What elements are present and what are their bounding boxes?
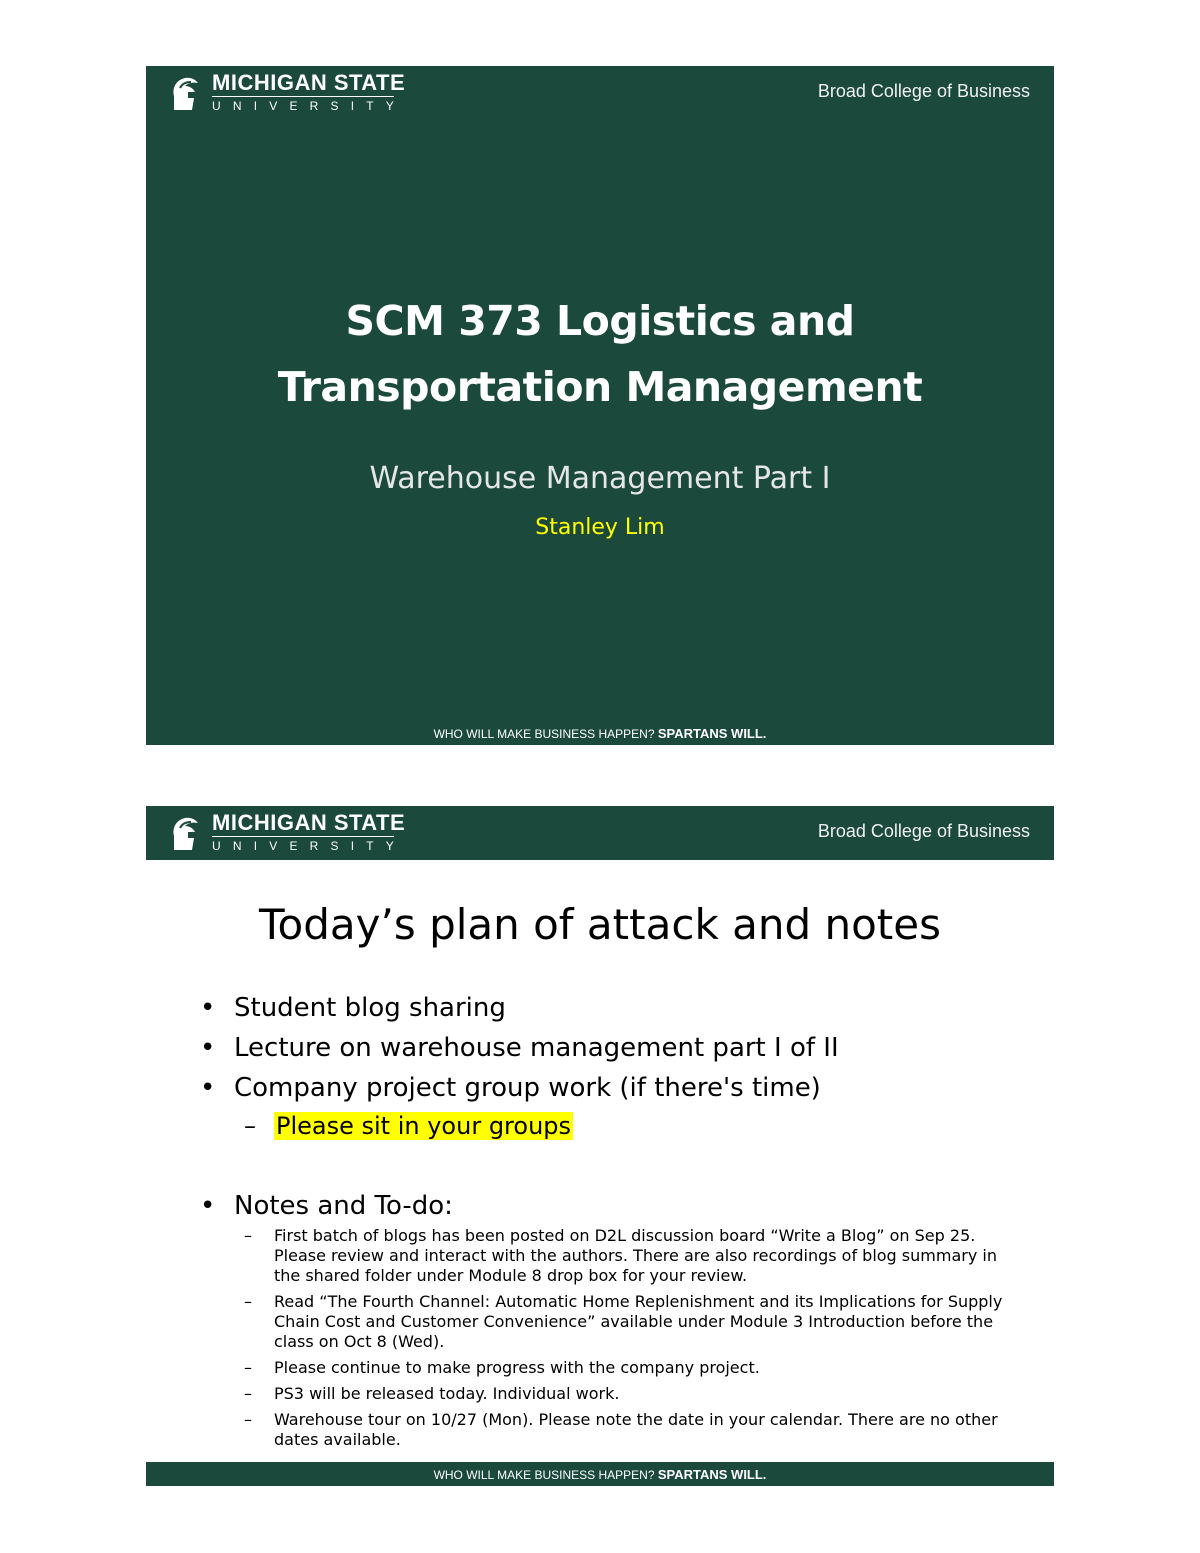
list-item <box>244 1410 1024 1450</box>
tagline-question: WHO WILL MAKE BUSINESS HAPPEN? <box>433 1468 655 1482</box>
slide-header-bar <box>146 806 1054 860</box>
notes-heading-text: Notes and To-do: <box>234 1191 453 1221</box>
highlighted-text: Please sit in your groups <box>276 1112 572 1140</box>
slide-subtitle: Warehouse Management Part I <box>369 461 831 496</box>
bullet-icon: • <box>200 1073 216 1103</box>
slide-footer-bar <box>146 1462 1054 1486</box>
msu-logo <box>166 812 406 853</box>
plan-item-text: Student blog sharing <box>234 993 506 1023</box>
tagline <box>146 1467 1054 1482</box>
notes-heading <box>200 1186 453 1226</box>
note-text: Warehouse tour on 10/27 (Mon). Please note the date in your calendar. There are no other dates available. <box>274 1410 998 1449</box>
dash-icon: – <box>244 1384 252 1403</box>
bullet-icon: • <box>200 993 216 1023</box>
bullet-icon: • <box>200 1033 216 1063</box>
list-item <box>200 1068 839 1108</box>
plan-list <box>200 988 839 1108</box>
list-item <box>244 1384 1024 1404</box>
logo-name: MICHIGAN STATE <box>212 810 406 835</box>
college-name: Broad College of Business <box>817 821 1030 841</box>
list-item <box>200 988 839 1028</box>
dash-icon: – <box>244 1410 252 1429</box>
tagline-question: WHO WILL MAKE BUSINESS HAPPEN? <box>433 727 655 741</box>
logo-divider <box>212 836 394 837</box>
list-item <box>244 1292 1024 1352</box>
spartan-helmet-icon <box>166 74 202 112</box>
list-item <box>244 1358 1024 1378</box>
list-item <box>200 1028 839 1068</box>
title-slide <box>146 66 1054 745</box>
logo-subtitle: UNIVERSITY <box>212 839 407 853</box>
dash-icon: – <box>244 1358 252 1377</box>
slide-title: Today’s plan of attack and notes <box>259 900 941 949</box>
plan-item-text: Lecture on warehouse management part I of II <box>234 1033 839 1063</box>
msu-logo <box>166 72 406 113</box>
note-text: First batch of blogs has been posted on D2L discussion board “Write a Blog” on Sep 25. Please review and interact with the authors. There are also recordings of blog summary in the shared folder under Module 8 drop box for your review. <box>274 1226 997 1285</box>
logo-divider <box>212 96 394 97</box>
logo-subtitle: UNIVERSITY <box>212 99 407 113</box>
notes-list <box>244 1226 1024 1456</box>
plan-subitem <box>244 1107 573 1145</box>
note-text: PS3 will be released today. Individual work. <box>274 1384 620 1403</box>
spartan-helmet-icon <box>166 814 202 852</box>
tagline-answer: SPARTANS WILL. <box>657 1467 767 1482</box>
dash-icon: – <box>244 1292 252 1311</box>
plan-item-text: Company project group work (if there's time) <box>234 1073 821 1103</box>
dash-icon: – <box>244 1226 252 1245</box>
note-text: Read “The Fourth Channel: Automatic Home Replenishment and its Implications for Supply Chain Cost and Customer Convenience” available under Module 3 Introduction before the class on Oct 8 (Wed). <box>274 1292 1003 1351</box>
list-item <box>244 1226 1024 1286</box>
slide-title <box>146 288 1054 420</box>
tagline-answer: SPARTANS WILL. <box>657 726 767 741</box>
note-text: Please continue to make progress with the company project. <box>274 1358 760 1377</box>
college-name: Broad College of Business <box>817 81 1030 101</box>
bullet-icon: • <box>200 1191 216 1221</box>
tagline <box>146 726 1054 741</box>
slide-title-line-1: SCM 373 Logistics and <box>345 297 855 345</box>
author-name: Stanley Lim <box>535 515 665 540</box>
dash-icon: – <box>244 1112 256 1140</box>
logo-name: MICHIGAN STATE <box>212 70 406 95</box>
slide-title-line-2: Transportation Management <box>277 363 923 411</box>
